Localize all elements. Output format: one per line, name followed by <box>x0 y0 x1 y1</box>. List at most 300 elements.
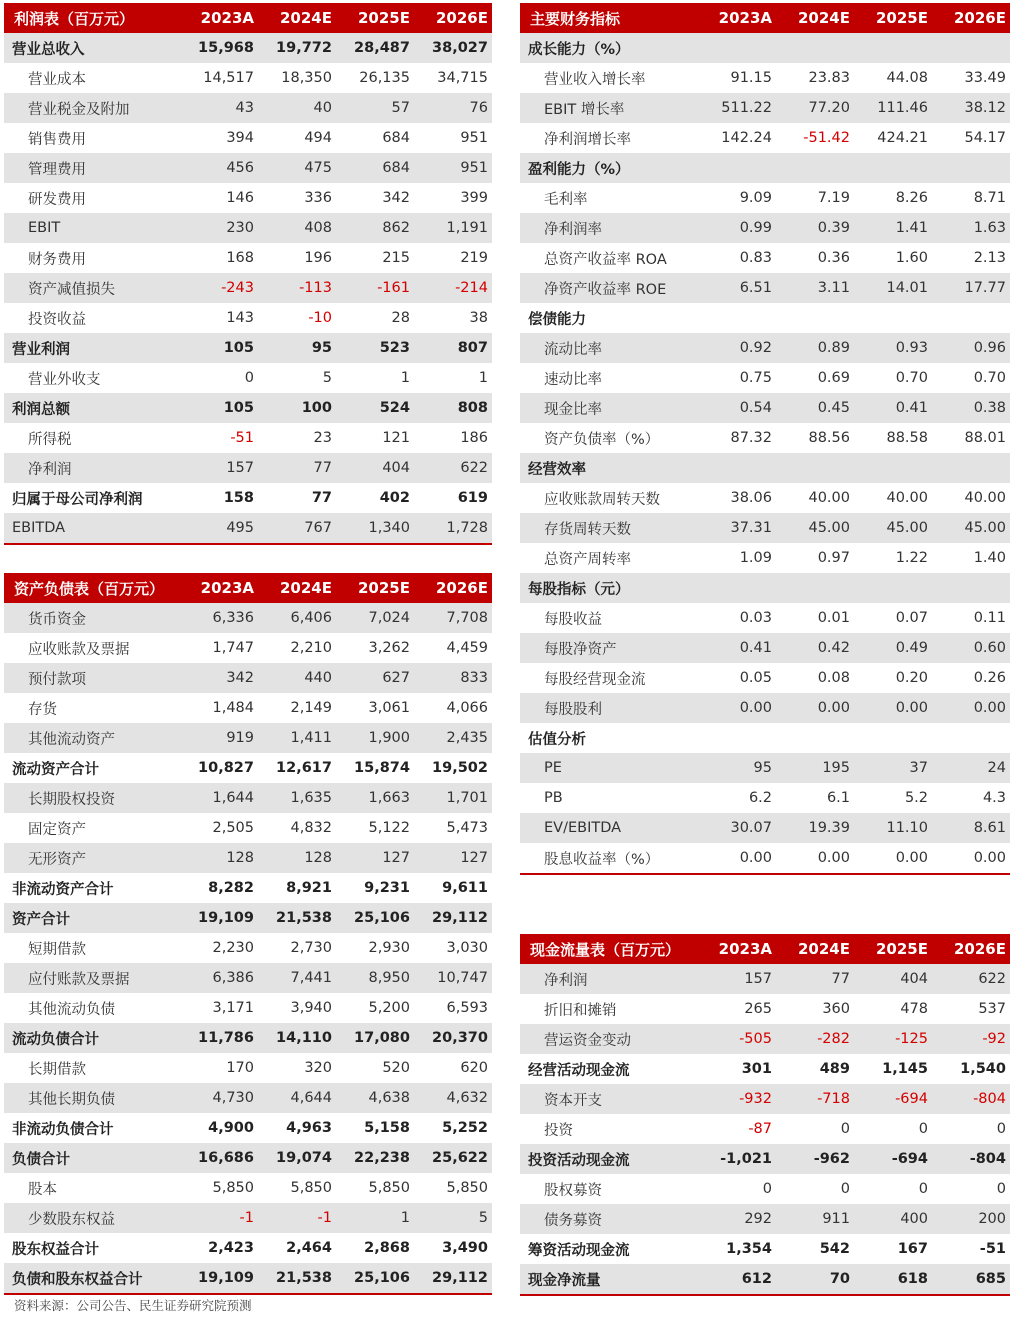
cell-value: 14,110 <box>258 1023 336 1053</box>
cell-value: 911 <box>776 1204 854 1234</box>
cell-value: 0.92 <box>698 333 776 363</box>
cell-value: 0.20 <box>895 670 928 686</box>
table-row <box>520 363 1010 393</box>
cell-value: 3,061 <box>368 700 410 716</box>
table-title: 资产负债表（百万元） <box>4 573 180 603</box>
cell-value: 440 <box>258 663 336 693</box>
cell-value: 168 <box>226 250 254 266</box>
cell-value: 54.17 <box>964 130 1006 146</box>
table-row <box>520 63 1010 93</box>
cell-value: 111.46 <box>854 93 932 123</box>
cell-value <box>776 723 854 753</box>
row-label: 净利润 <box>4 453 180 483</box>
cell-value: 1.09 <box>739 550 772 566</box>
cell-value: 186 <box>460 430 488 446</box>
row-label: 货币资金 <box>4 603 180 633</box>
cell-value: 28,487 <box>336 33 414 63</box>
cell-value: 30.07 <box>698 813 776 843</box>
year-header: 2023A <box>698 3 776 33</box>
table-row <box>4 423 492 453</box>
table-row <box>520 1174 1010 1204</box>
cell-value: 18,350 <box>281 70 332 86</box>
cell-value <box>854 303 932 333</box>
row-label: 归属于母公司净利润 <box>12 491 143 508</box>
cell-value: 17.77 <box>932 273 1010 303</box>
row-label: 资产减值损失 <box>4 273 180 303</box>
cell-value <box>776 33 854 63</box>
cell-value: 14,517 <box>203 70 254 86</box>
table-row <box>4 633 492 663</box>
table-row <box>4 453 492 483</box>
cell-value: 100 <box>258 393 336 423</box>
table-row <box>4 243 492 273</box>
cell-value: 404 <box>336 453 414 483</box>
cell-value: 15,968 <box>180 33 258 63</box>
cell-value: 5.2 <box>904 790 928 806</box>
cell-value: 0.41 <box>698 633 776 663</box>
row-label: 净利润 <box>520 964 698 994</box>
cell-value <box>932 303 1010 333</box>
cell-value: 404 <box>854 964 932 994</box>
table-row <box>4 183 492 213</box>
table-header <box>520 934 1010 964</box>
cell-value <box>776 153 854 183</box>
cell-value: 25,106 <box>336 903 414 933</box>
cell-value: 360 <box>822 1001 850 1017</box>
cell-value: 77.20 <box>776 93 854 123</box>
cell-value: 23 <box>313 430 332 446</box>
cell-value: 6.1 <box>826 790 850 806</box>
row-label: 流动负债合计 <box>4 1023 180 1053</box>
table-row <box>520 1264 1010 1295</box>
cell-value: 1,484 <box>212 700 254 716</box>
table-row <box>520 633 1010 663</box>
cell-value: 301 <box>741 1061 772 1077</box>
row-label: 毛利率 <box>544 191 588 208</box>
cell-value: 167 <box>897 1241 928 1257</box>
cell-value: 1 <box>478 370 488 386</box>
cell-value: 4.3 <box>982 790 1006 806</box>
cell-value: 4,644 <box>258 1083 336 1113</box>
cell-value: 619 <box>457 490 488 506</box>
table-row <box>4 723 492 753</box>
cell-value: -243 <box>180 273 258 303</box>
table-row <box>4 123 492 153</box>
cell-value: 1.60 <box>895 250 928 266</box>
cell-value: 3.11 <box>776 273 854 303</box>
cell-value: 1,701 <box>414 783 492 813</box>
cell-value: 88.01 <box>964 430 1006 446</box>
row-label: 营业总收入 <box>4 33 180 63</box>
table-row <box>520 964 1010 994</box>
cell-value: 0.69 <box>817 370 850 386</box>
table-row <box>4 1143 492 1173</box>
cell-value: 146 <box>226 190 254 206</box>
cell-value: 0.03 <box>739 610 772 626</box>
row-label: 资本开支 <box>520 1084 698 1114</box>
cell-value: 951 <box>460 130 488 146</box>
cell-value: 612 <box>698 1264 776 1295</box>
cell-value: 5,252 <box>442 1120 488 1136</box>
row-label: 应收账款及票据 <box>28 641 130 658</box>
table-row <box>4 483 492 513</box>
cell-value: -51 <box>979 1241 1006 1257</box>
cell-value: 5,122 <box>368 820 410 836</box>
cell-value: 394 <box>226 130 254 146</box>
row-label: 营业收入增长率 <box>544 71 646 88</box>
table-row <box>4 303 492 333</box>
cell-value: 25,106 <box>336 1263 414 1294</box>
cell-value: 919 <box>180 723 258 753</box>
cell-value: -10 <box>308 310 332 326</box>
cell-value: 38.06 <box>730 490 772 506</box>
cell-value: 3,940 <box>290 1000 332 1016</box>
cell-value <box>932 153 1010 183</box>
table-row <box>4 63 492 93</box>
cell-value: 684 <box>382 130 410 146</box>
table-header <box>4 573 492 603</box>
cell-value <box>776 453 854 483</box>
table-row <box>4 93 492 123</box>
cell-value: 0.42 <box>776 633 854 663</box>
cell-value: 537 <box>978 1001 1006 1017</box>
cell-value: 38,027 <box>414 33 492 63</box>
cell-value: 38.12 <box>932 93 1010 123</box>
table-row <box>4 273 492 303</box>
cell-value: -932 <box>698 1084 776 1114</box>
cell-value: 77 <box>258 453 336 483</box>
cell-value: 0.00 <box>895 850 928 866</box>
cell-value: 2,505 <box>212 820 254 836</box>
table-row <box>4 1233 492 1263</box>
cell-value: 0.38 <box>932 393 1010 423</box>
cell-value: -92 <box>932 1024 1010 1054</box>
cell-value: -214 <box>414 273 492 303</box>
cell-value: -1 <box>180 1203 258 1233</box>
cell-value: 127 <box>336 843 414 873</box>
cell-value: 40.00 <box>964 490 1006 506</box>
table-row <box>4 1053 492 1083</box>
cell-value: 88.56 <box>808 430 850 446</box>
table-row <box>4 783 492 813</box>
cell-value: 195 <box>776 753 854 783</box>
cell-value: -694 <box>854 1144 932 1174</box>
table-row <box>520 273 1010 303</box>
row-label: 投资收益 <box>28 311 86 328</box>
row-label: 经营活动现金流 <box>528 1062 630 1079</box>
cell-value: 9.09 <box>739 190 772 206</box>
cell-value: 20,370 <box>414 1023 492 1053</box>
cell-value: 57 <box>336 93 414 123</box>
cell-value: 0.00 <box>698 693 776 723</box>
row-label: 投资活动现金流 <box>520 1144 698 1174</box>
table-row <box>4 1203 492 1233</box>
row-label: 其他流动资产 <box>4 723 180 753</box>
table-row <box>4 513 492 544</box>
row-label: 长期借款 <box>28 1061 86 1078</box>
table-row <box>4 903 492 933</box>
row-label: 营业税金及附加 <box>4 93 180 123</box>
cell-value: 3,490 <box>442 1240 488 1256</box>
cell-value: 143 <box>226 310 254 326</box>
cell-value: 215 <box>382 250 410 266</box>
row-label: 每股股利 <box>520 693 698 723</box>
cell-value <box>776 573 854 603</box>
row-label: 利润总额 <box>4 393 180 423</box>
cell-value: 1,900 <box>336 723 414 753</box>
year-header: 2026E <box>414 573 492 603</box>
cell-value: 95 <box>258 333 336 363</box>
cell-value: 219 <box>460 250 488 266</box>
cell-value <box>932 453 1010 483</box>
cell-value: 24 <box>932 753 1010 783</box>
table-row <box>4 603 492 633</box>
row-label: 筹资活动现金流 <box>528 1242 630 1259</box>
cell-value: 3,030 <box>446 940 488 956</box>
cell-value: -282 <box>776 1024 854 1054</box>
cell-value: 10,827 <box>198 760 254 776</box>
cell-value: 121 <box>382 430 410 446</box>
cell-value: 685 <box>932 1264 1010 1295</box>
cell-value: 0.89 <box>776 333 854 363</box>
cell-value: 105 <box>180 393 258 423</box>
cell-value: 0.93 <box>854 333 932 363</box>
year-header: 2024E <box>258 573 336 603</box>
cell-value: 77 <box>776 964 854 994</box>
row-label: EBIT <box>4 213 180 243</box>
row-label: 债务募资 <box>520 1204 698 1234</box>
table-row <box>4 933 492 963</box>
cell-value: 627 <box>336 663 414 693</box>
row-label: 长期股权投资 <box>4 783 180 813</box>
row-label: 现金比率 <box>520 393 698 423</box>
table-row <box>4 213 492 243</box>
cell-value: 1.41 <box>854 213 932 243</box>
cell-value: 5 <box>414 1203 492 1233</box>
cell-value: 1 <box>336 1203 414 1233</box>
cell-value: -161 <box>336 273 414 303</box>
table-title: 利润表（百万元） <box>4 3 180 33</box>
row-label: 所得税 <box>28 431 72 448</box>
year-header: 2023A <box>180 3 258 33</box>
cell-value: 1.22 <box>895 550 928 566</box>
cell-value: 1.40 <box>973 550 1006 566</box>
cell-value: 2.13 <box>973 250 1006 266</box>
cell-value: 5,850 <box>290 1180 332 1196</box>
financial-ratios-table <box>520 3 1010 875</box>
cell-value: 0.00 <box>854 693 932 723</box>
cell-value: 424.21 <box>877 130 928 146</box>
cell-value: 1 <box>400 370 410 386</box>
table-row <box>520 513 1010 543</box>
cell-value: 4,900 <box>208 1120 254 1136</box>
cell-value: 342 <box>180 663 258 693</box>
cell-value: 0 <box>762 1181 772 1197</box>
cell-value <box>698 573 776 603</box>
cell-value: 6,406 <box>258 603 336 633</box>
cell-value: 0 <box>840 1181 850 1197</box>
cell-value: 2,423 <box>208 1240 254 1256</box>
row-label: 少数股东权益 <box>4 1203 180 1233</box>
row-label: 盈利能力（%） <box>520 153 698 183</box>
cell-value: 9,611 <box>442 880 488 896</box>
cell-value: 5,850 <box>212 1180 254 1196</box>
cell-value: 23.83 <box>808 70 850 86</box>
cell-value: 4,638 <box>336 1083 414 1113</box>
row-label: EV/EBITDA <box>520 813 698 843</box>
cell-value: 8.71 <box>973 190 1006 206</box>
cell-value: 0.07 <box>895 610 928 626</box>
year-header: 2023A <box>698 934 776 964</box>
cell-value: 40.00 <box>808 490 850 506</box>
income-grid <box>4 3 492 545</box>
cell-value: 0.60 <box>932 633 1010 663</box>
row-label: 股权募资 <box>544 1182 602 1199</box>
row-label: 流动比率 <box>520 333 698 363</box>
cell-value: 622 <box>414 453 492 483</box>
cell-value: 3,262 <box>368 640 410 656</box>
cell-value: 7,441 <box>258 963 336 993</box>
table-row <box>520 123 1010 153</box>
balance-sheet-table <box>4 573 492 1295</box>
cell-value <box>932 573 1010 603</box>
table-row <box>520 1144 1010 1174</box>
table-row <box>520 1024 1010 1054</box>
cell-value: -1 <box>258 1203 336 1233</box>
cell-value <box>854 723 932 753</box>
year-header: 2026E <box>414 3 492 33</box>
cell-value: 456 <box>180 153 258 183</box>
cell-value: 0.39 <box>776 213 854 243</box>
cell-value: 6.51 <box>698 273 776 303</box>
cell-value: 0.41 <box>854 393 932 423</box>
table-row <box>520 243 1010 273</box>
cell-value: 43 <box>180 93 258 123</box>
cell-value: 808 <box>414 393 492 423</box>
cell-value <box>776 303 854 333</box>
cell-value: 19,772 <box>258 33 336 63</box>
table-header <box>4 3 492 33</box>
cell-value: 494 <box>304 130 332 146</box>
year-header: 2024E <box>776 3 854 33</box>
cell-value: 2,868 <box>364 1240 410 1256</box>
row-label: 资产负债率（%） <box>544 431 660 448</box>
table-row <box>4 153 492 183</box>
year-header: 2024E <box>258 3 336 33</box>
year-header: 2025E <box>336 573 414 603</box>
cell-value: 2,149 <box>290 700 332 716</box>
row-label: 其他长期负债 <box>4 1083 180 1113</box>
cell-value: 1.63 <box>932 213 1010 243</box>
cell-value: 45.00 <box>854 513 932 543</box>
cell-value: 128 <box>258 843 336 873</box>
cell-value: 4,632 <box>414 1083 492 1113</box>
row-label: 营业利润 <box>4 333 180 363</box>
row-label: 营业外收支 <box>28 371 101 388</box>
cell-value: 8.26 <box>895 190 928 206</box>
row-label: PE <box>520 753 698 783</box>
cell-value: 1,145 <box>882 1061 928 1077</box>
cell-value: 520 <box>382 1060 410 1076</box>
cell-value: -694 <box>854 1084 932 1114</box>
cell-value: 8,950 <box>336 963 414 993</box>
cell-value: 489 <box>819 1061 850 1077</box>
table-row <box>520 1114 1010 1144</box>
cell-value: 157 <box>180 453 258 483</box>
cell-value: 1,644 <box>180 783 258 813</box>
cell-value <box>698 33 776 63</box>
row-label: 财务费用 <box>28 251 86 268</box>
cell-value: 19,109 <box>180 1263 258 1294</box>
row-label: 投资 <box>544 1122 573 1139</box>
row-label: 研发费用 <box>28 191 86 208</box>
cell-value: 40 <box>258 93 336 123</box>
cell-value: 6,386 <box>180 963 258 993</box>
cell-value: 12,617 <box>276 760 332 776</box>
cell-value: 45.00 <box>932 513 1010 543</box>
cell-value: 88.58 <box>886 430 928 446</box>
row-label: 速动比率 <box>544 371 602 388</box>
cell-value: 5,850 <box>446 1180 488 1196</box>
cell-value: 0 <box>840 1121 850 1137</box>
cell-value: 511.22 <box>698 93 776 123</box>
table-row <box>4 813 492 843</box>
table-row <box>4 873 492 903</box>
cell-value: 25,622 <box>414 1143 492 1173</box>
cell-value: 76 <box>414 93 492 123</box>
table-row <box>520 153 1010 183</box>
cell-value: 265 <box>744 1001 772 1017</box>
cell-value: 4,730 <box>180 1083 258 1113</box>
table-row <box>4 753 492 783</box>
cell-value: 2,230 <box>212 940 254 956</box>
row-label: EBITDA <box>4 513 180 544</box>
cell-value: 0 <box>244 370 254 386</box>
cell-value: 1,354 <box>726 1241 772 1257</box>
cell-value: 200 <box>932 1204 1010 1234</box>
cell-value: 0.70 <box>895 370 928 386</box>
row-label: PB <box>544 790 563 806</box>
year-header: 2024E <box>776 934 854 964</box>
cell-value: 128 <box>180 843 258 873</box>
table-row <box>4 993 492 1023</box>
cell-value: 5,200 <box>368 1000 410 1016</box>
cell-value: 33.49 <box>964 70 1006 86</box>
cell-value: 408 <box>258 213 336 243</box>
table-row <box>520 783 1010 813</box>
row-label: 现金净流量 <box>520 1264 698 1295</box>
cell-value: 542 <box>819 1241 850 1257</box>
cell-value: 9,231 <box>364 880 410 896</box>
ratios-grid <box>520 3 1010 875</box>
row-label: 每股净资产 <box>520 633 698 663</box>
row-label: 股东权益合计 <box>12 1241 99 1258</box>
cell-value <box>932 723 1010 753</box>
table-row <box>4 1083 492 1113</box>
cell-value: 37.31 <box>698 513 776 543</box>
cell-value: 3,171 <box>212 1000 254 1016</box>
row-label: 短期借款 <box>28 941 86 958</box>
cell-value: 8,921 <box>286 880 332 896</box>
row-label: 净利润增长率 <box>544 131 631 148</box>
cell-value: 0.54 <box>698 393 776 423</box>
cell-value: 0.83 <box>739 250 772 266</box>
table-row <box>520 93 1010 123</box>
year-header: 2025E <box>336 3 414 33</box>
cash-flow-table <box>520 934 1010 1296</box>
cell-value: 127 <box>414 843 492 873</box>
table-row <box>520 333 1010 363</box>
